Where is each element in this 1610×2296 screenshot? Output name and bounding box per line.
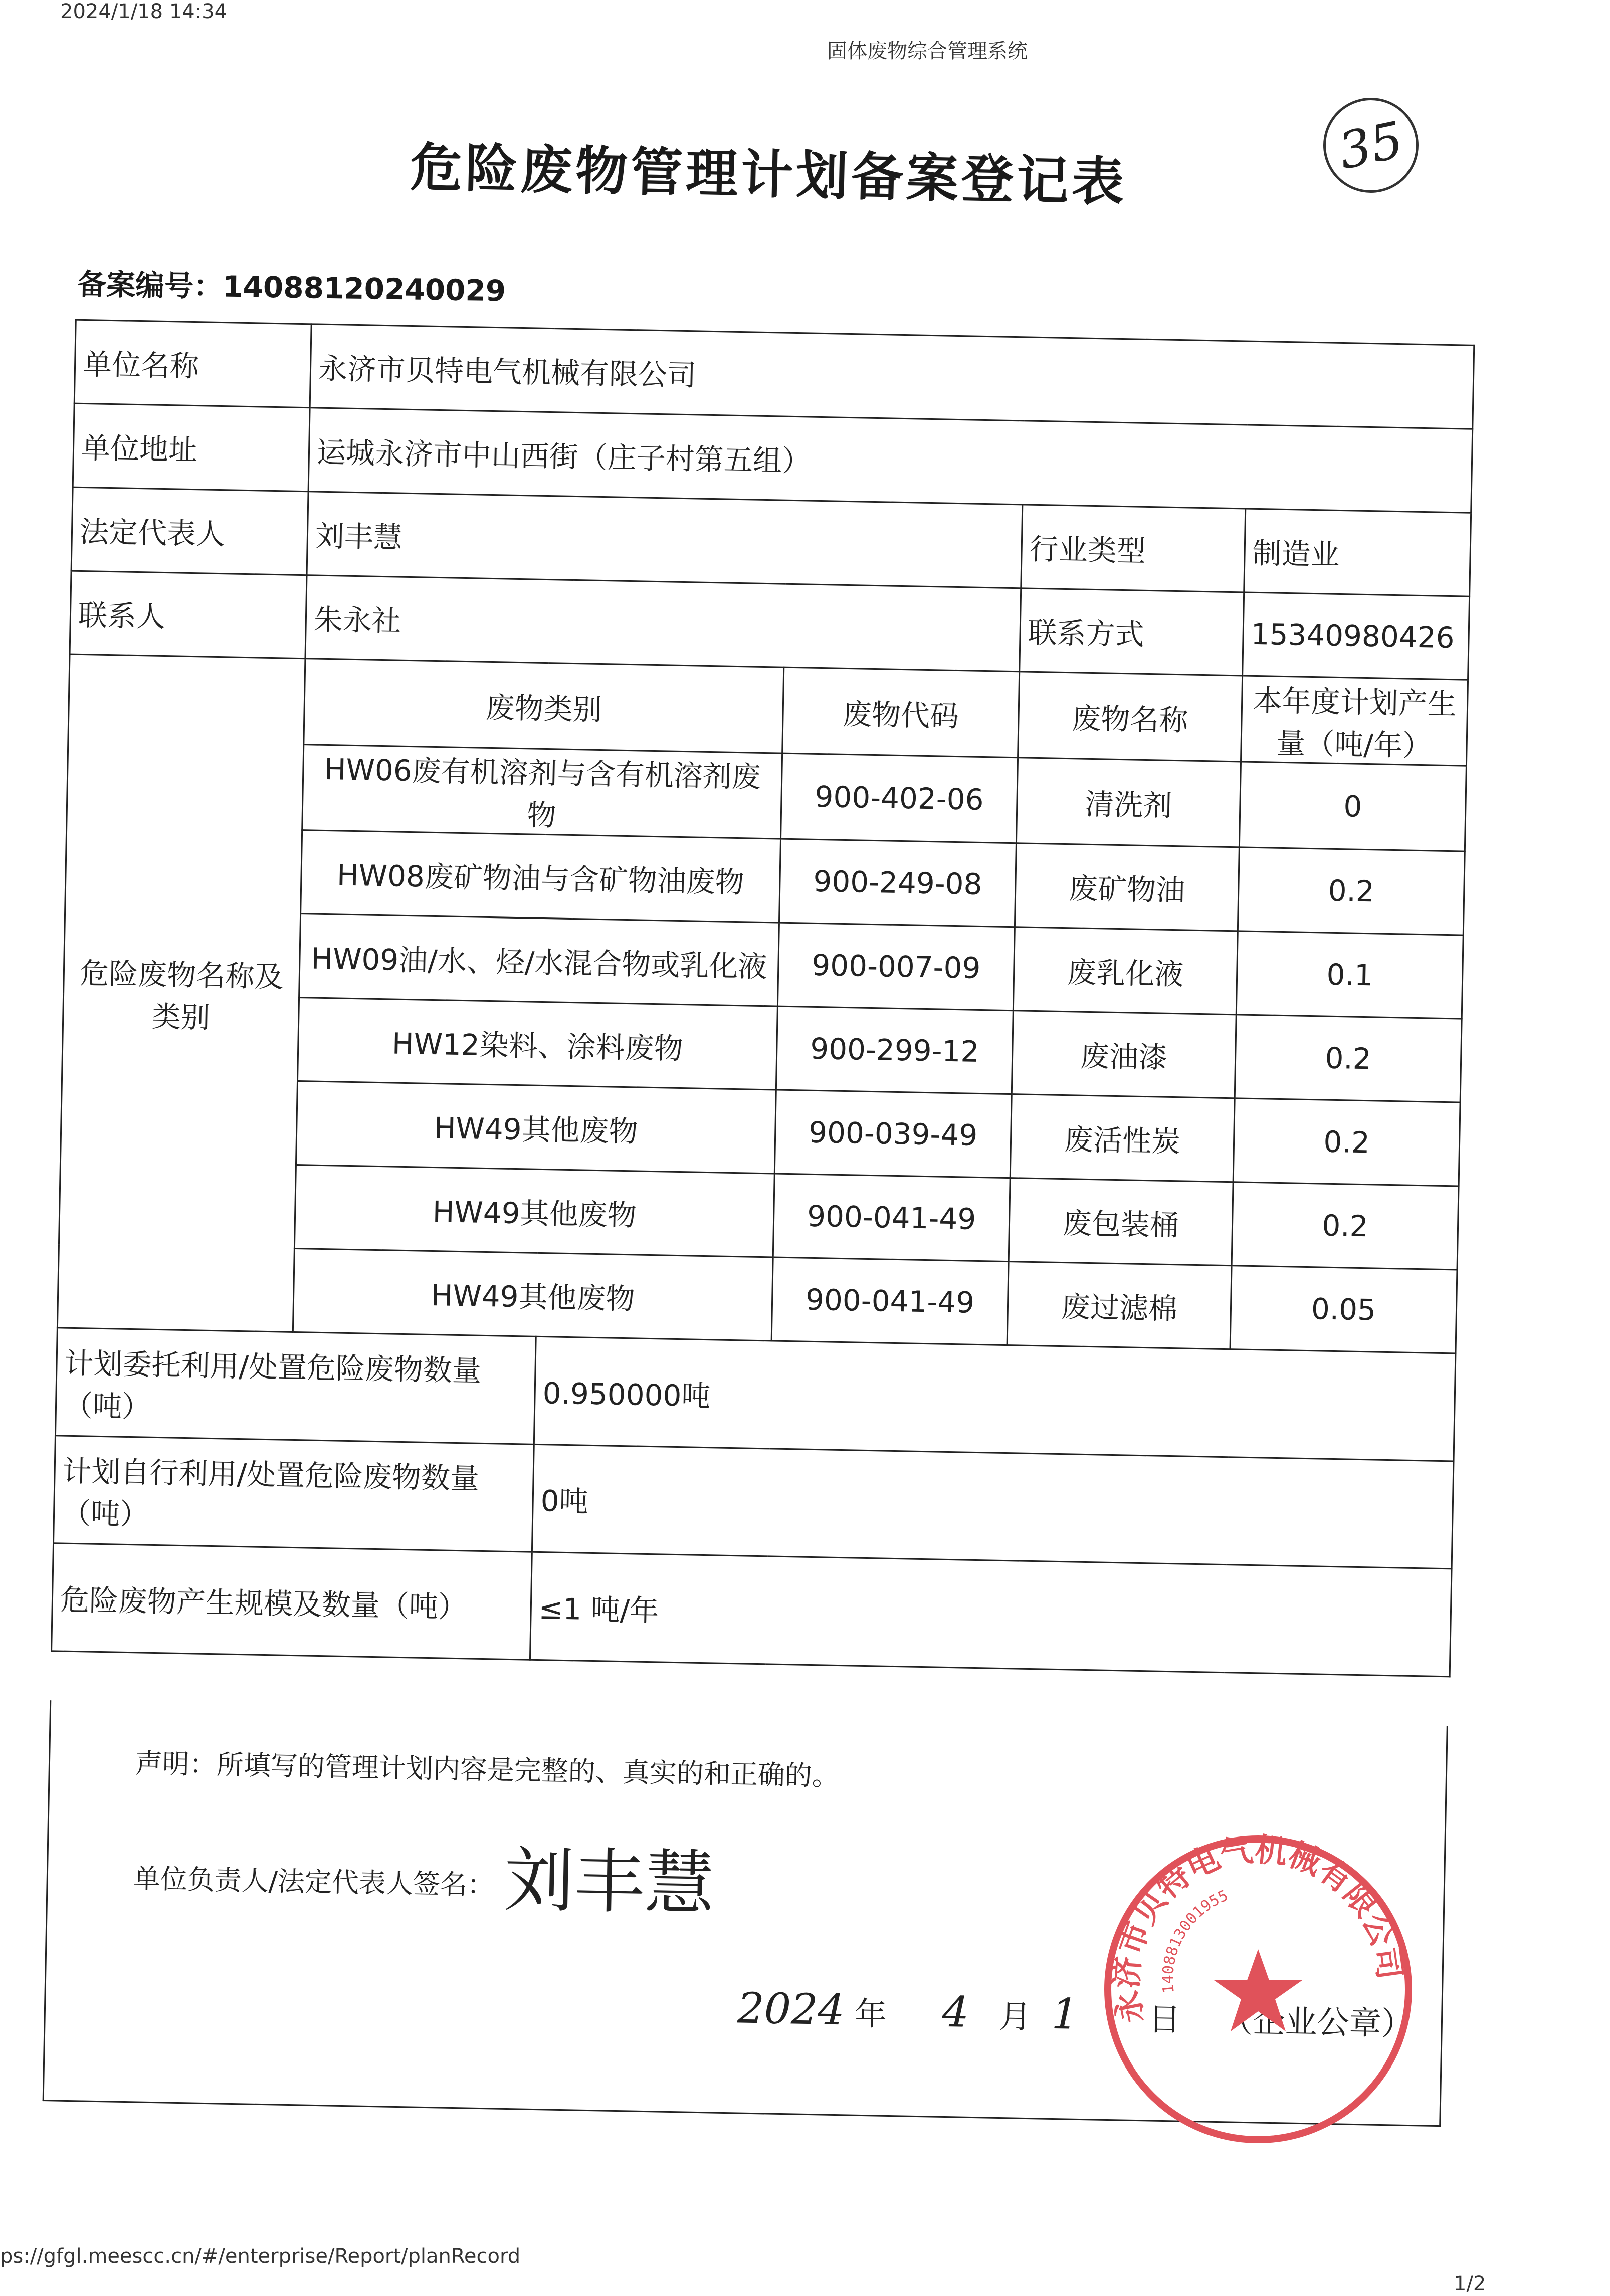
signature-label: 单位负责人/法定代表人签名： [133,1863,495,1901]
waste-category: HW49其他废物 [296,1081,776,1174]
industry-value: 制造业 [1244,509,1471,596]
seal-note: （企业公章） [1221,2002,1414,2043]
seal-number: 1408813001955 [1159,1887,1231,1995]
waste-amount: 0.05 [1230,1266,1457,1353]
waste-name: 废活性炭 [1010,1094,1235,1182]
handwritten-mark-text: 35 [1333,110,1408,181]
company-seal [1098,1829,1419,2150]
waste-amount: 0.2 [1233,1098,1460,1186]
waste-code: 900-299-12 [776,1006,1013,1094]
waste-amount: 0.2 [1232,1182,1459,1270]
waste-amount: 0.1 [1236,931,1463,1019]
legal-rep-value: 刘丰慧 [307,492,1023,588]
statement: 声明：所填写的管理计划内容是完整的、真实的和正确的。 [135,1747,840,1792]
waste-name: 废乳化液 [1013,927,1238,1015]
waste-code: 900-402-06 [781,753,1018,843]
waste-amount: 0 [1239,762,1466,851]
waste-category: HW49其他废物 [293,1248,773,1340]
waste-category: HW06废有机溶剂与含有机溶剂废物 [302,745,782,839]
contact-label: 联系人 [70,571,307,659]
entrusted-label: 计划委托利用/处置危险废物数量（吨） [55,1328,536,1444]
waste-category: HW49其他废物 [294,1165,774,1257]
phone-label: 联系方式 [1020,588,1244,676]
seal-graphic [1098,1829,1419,2150]
waste-name: 废矿物油 [1015,843,1239,931]
waste-category: HW08废矿物油与含矿物油废物 [301,830,781,923]
self-value: 0吨 [532,1444,1454,1569]
legal-rep-label: 法定代表人 [71,487,308,575]
seal-star-icon [1214,1949,1302,2031]
waste-category: HW12染料、涂料废物 [298,998,778,1090]
contact-value: 朱永社 [305,575,1021,672]
waste-code: 900-249-08 [779,839,1016,927]
system-name: 固体废物综合管理系统 [827,40,1028,63]
waste-code: 900-007-09 [777,923,1015,1011]
record-number-label: 备案编号： [77,267,223,304]
waste-name: 废包装桶 [1009,1178,1233,1266]
handwritten-signature: 刘丰慧 [503,1839,716,1925]
date-month-unit: 月 [998,1998,1032,2036]
waste-name: 清洗剂 [1016,758,1241,847]
header-code: 废物代码 [782,667,1020,758]
waste-name: 废油漆 [1012,1011,1236,1098]
unit-name-label: 单位名称 [74,320,311,408]
waste-code: 900-041-49 [771,1257,1009,1345]
seal-text: 永济市贝特电气机械有限公司 [1108,1831,1408,2027]
record-number-value: 14088120240029 [222,269,506,308]
header-amount: 本年度计划产生量（吨/年） [1241,676,1468,766]
date-day-unit: 日 [1148,2001,1181,2039]
scale-value: ≤1 吨/年 [530,1552,1452,1677]
date-year: 2024 [737,1983,845,2035]
waste-section-label: 危险废物名称及类别 [57,654,305,1332]
header-category: 废物类别 [304,659,784,753]
date-day: 1 [1051,1989,1079,2039]
form-table [51,319,1475,1678]
handwritten-mark [1314,89,1427,201]
page-title: 危险废物管理计划备案登记表 [409,136,1128,213]
unit-address-value: 运城永济市中山西街（庄子村第五组） [308,408,1473,513]
industry-label: 行业类型 [1021,505,1246,592]
entrusted-value: 0.950000吨 [534,1336,1456,1461]
date-year-unit: 年 [854,1995,887,2033]
footer-page: 1/2 [1454,2272,1486,2295]
unit-address-label: 单位地址 [73,403,310,492]
waste-category: HW09油/水、烃/水混合物或乳化液 [299,914,779,1006]
header-name: 废物名称 [1018,672,1243,762]
footer-url: ps://gfgl.meescc.cn/#/enterprise/Report/planRecord [0,2245,521,2268]
phone-value: 15340980426 [1243,592,1470,680]
print-datetime: 2024/1/18 14:34 [60,0,228,23]
waste-code: 900-039-49 [774,1090,1012,1178]
waste-name: 废过滤棉 [1007,1262,1232,1349]
waste-amount: 0.2 [1235,1015,1462,1102]
self-label: 计划自行利用/处置危险废物数量（吨） [54,1436,534,1552]
scale-label: 危险废物产生规模及数量（吨） [52,1543,532,1660]
waste-code: 900-041-49 [773,1174,1010,1262]
record-number [77,261,506,309]
waste-amount: 0.2 [1238,847,1465,935]
unit-name-value: 永济市贝特电气机械有限公司 [310,324,1474,429]
date-month: 4 [941,1987,969,2037]
